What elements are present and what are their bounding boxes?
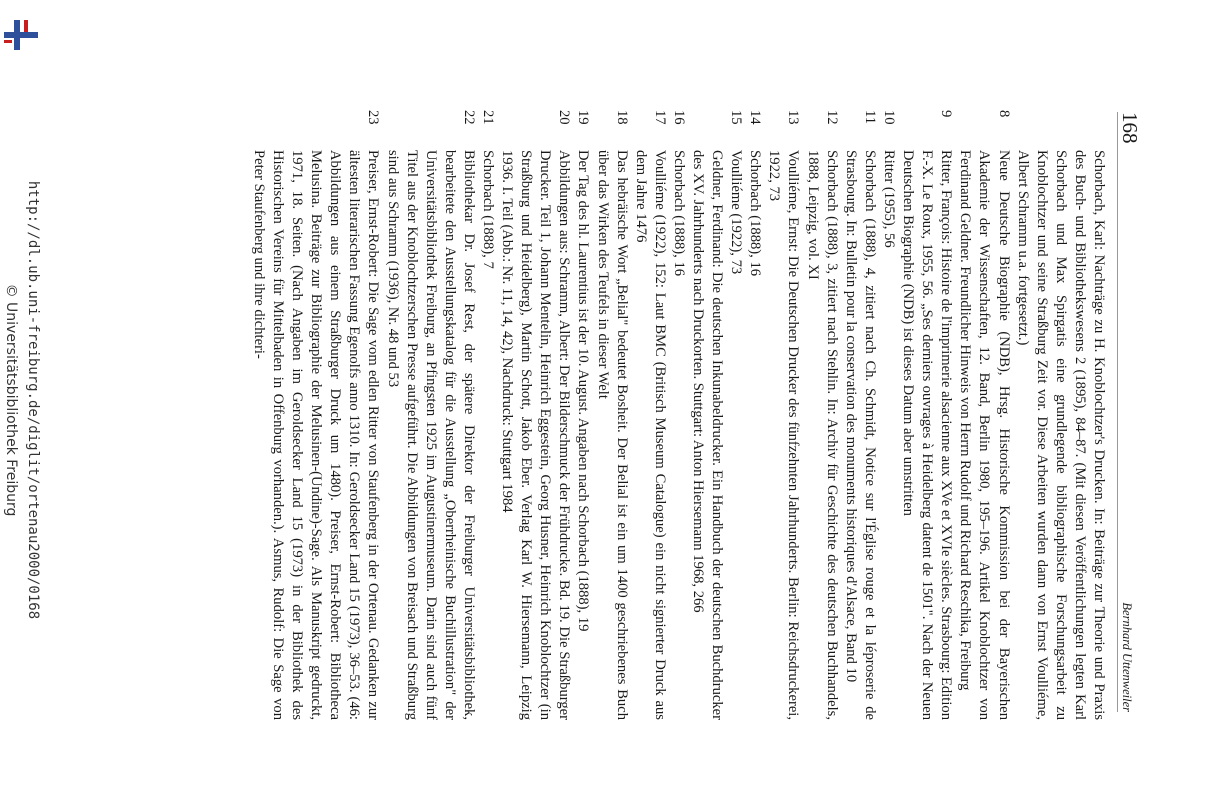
copyright-text: © Universitätsbibliothek Freiburg [3,283,19,517]
footnote-number: 21 [480,110,496,125]
footnote-text: Neue Deutsche Biographie (NDB), Hrsg. Historische Kommission bei der Bayerischen Akademie der Wissenschaften, 12. Band, Berlin 1980, 195–196. Artikel Knoblochtzer von Ferdinand Geldner. Freundlicher Hinweis von Herrn Rudolf und Richard Reschika, Freiburg [957,150,1012,720]
footnote-number: 11 [861,110,878,125]
page-number: 168 [1118,112,1142,144]
footnote-number: 9 [938,110,955,118]
footnote-item [1013,110,1108,720]
footnote-item [478,110,497,720]
footnote-item [879,110,898,720]
footnote-number: 12 [823,110,840,125]
running-head: Bernhard Uttenweiler [1120,602,1134,712]
footnote-number [1013,110,1108,150]
footnote-number: 20 [556,110,573,125]
footnote-text: Voulliéme, Ernst: Die Deutschen Drucker des fünfzehnten Jahrhunderts. Berlin: Reichsdruckerei, 1922, 73 [766,150,802,720]
viewer-right-margin [1200,0,1212,800]
library-logo-icon [4,20,38,50]
footnote-number: 18 [613,110,630,125]
footnote-number: 17 [651,110,668,125]
footnote-text: Schorbach (1888), 4, zitiert nach Ch. Schmidt, Notice sur l'Église rouge et la léproserie de Strasbourg. In: Bulletin pour la conservation des monuments historiques d'Alsace, Band 10 [842,150,878,720]
footnote-text: Ritter, François: Histoire de l'imprimerie alsacienne aux XVe et XVIe siècles. Strasbourg: Edition F.-X. Le Roux, 1955, 56. „Ses derniers ouvrages à Heidelberg datent de 1501". Nach der Neuen Deutschen Biographie (NDB) ist dieses Datum aber umstritten [900,150,955,720]
footnote-item [803,110,841,720]
page-url-text[interactable]: http://dl.ub.uni-freiburg.de/diglit/ortenau2000/0168 [25,180,41,620]
footnote-text: Bibliothekar Dr. Josef Rest, der spätere Direktor der Freiburger Universitätsbibliothek, bearbeitete den Ausstellungskatalog für die Ausstellung „Oberrheinische Buchillustration" der Universitätsbibliothek Freiburg, an Pfingsten 1925 im Augustinermuseum. Darin sind auch fünf Titel aus der Knoblochtzerschen Presse aufgeführt. Die Abbildungen von Breisach und Straßburg sind aus Schramm (1936), Nr. 48 und 53 [384,150,477,720]
footnote-number: 14 [747,110,764,125]
footnote-text: Schorbach, Karl: Nachträge zu H. Knoblochtzer's Drucken. In: Beiträge zur Theorie und Praxis des Buch- und Bibliothekswesens 2 (1895), 84–87. (Mit diesen Veröffentlichungen legten Karl Schorbach und Max Spirgatis eine grundlegende bibliographische Forschungsarbeit zu Knoblochtzer und seine Straßburg Zeit vor. Diese Arbeiten wurden dann von Ernst Voulliéme, Albert Schramm u.a. fortgesetzt.) [1014,150,1107,720]
footnote-text: Schorbach (1888), 16 [670,150,687,277]
footnote-text: Voulliéme (1922), 73 [728,150,745,275]
footnote-text: Voulliéme (1922), 152: Laut BMC (Britisch Museum Catalogue) ein nicht signierter Druck aus dem Jahre 1476 [632,150,668,720]
footnote-number: 23 [365,110,382,125]
footnote-text: Schorbach (1888), 7 [480,150,496,269]
footnote-item [592,110,630,720]
scanned-page [44,0,1200,800]
footnote-item [688,110,726,720]
viewer-left-margin [0,0,44,800]
footnote-number: 15 [728,110,745,125]
footnote-text: Preiser, Ernst-Robert: Die Sage vom edlen Ritter von Staufenberg in der Ortenau. Gedanken zur ältesten literarischen Fassung Egenolfs anno 1310. In: Geroldsecker Land 15 (1973), 36–53. (46: Abbildungen aus einem Straßburger Druck um 1480). Preiser, Ernst-Robert: Bibliotheca Melusina. Beiträge zur Bibliographie der Melusinen-(Undine)-Sage. Als Manuskript gedruckt, 1971, 18. Seiten. (Nach Angaben im Geroldsecker Land 15 (1973) in der Bibliothek des Historischen Vereins für Mittelbaden in Offenburg vorhanden.). Asmus, Rudolf: Die Sage von Peter Staufenberg und ihre dichteri- [250,150,382,720]
footnote-text: Das hebräische Wort „Belial" bedeutet Bosheit. Der Belial ist ein um 1400 geschriebenes Buch über das Wirken des Teufels in dieser Welt [594,150,630,720]
footnote-item [249,110,383,720]
footnote-number: 8 [995,110,1012,118]
footnote-item [497,110,573,720]
footnote-item [631,110,669,720]
footnote-item [726,110,745,720]
footnote-item [745,110,764,720]
footnote-item [669,110,688,720]
page-content-rotated [44,0,1200,800]
footnote-number: 19 [575,110,592,125]
footnote-number: 13 [785,110,802,125]
header-divider [1117,112,1118,712]
footnote-text: Schorbach (1888), 16 [747,150,764,277]
footnote-number: 16 [670,110,687,125]
footnote-number [688,110,726,150]
footnote-item [382,110,477,720]
footnote-text: Der Tag des hl. Laurentius ist der 10. August. Angaben nach Schorbach (1888), 19 [575,150,592,632]
footnote-item [841,110,879,720]
footnote-number: 22 [460,110,477,125]
footnote-text: Geldner, Ferdinand: Die deutschen Inkunabeldrucker. Ein Handbuch der deutschen Buchdrucker des XV. Jahrhunderts nach Druckorten. Stuttgart: Anton Hiersemann 1968, 266 [690,150,726,720]
footnote-item [898,110,955,720]
footnote-number: 10 [880,110,897,125]
footnote-item [573,110,592,720]
footnotes-list [249,110,1108,720]
footnote-item [955,110,1012,720]
footnote-text: Abbildungen aus: Schramm, Albert: Der Bilderschmuck der Frühdrucke. Bd. 19. Die Straßburger Drucker. Teil 1, Johann Mentelin, Heinrich Eggestein, Georg Husner, Heinrich Knoblochtzer (in Straßburg und Heidelberg), Martin Schott, Jakob Eber. Verlag Karl W. Hiersemann, Leipzig 1936. I. Teil (Abb.: Nr. 11, 14, 42), Nachdruck: Stuttgart 1984 [499,150,573,720]
footnote-text: Schorbach (1888), 3, zitiert nach Stehlin. In: Archiv für Geschichte des deutschen Buchhandels, 1888, Leipzig, vol. XI [804,150,840,720]
footnote-item [764,110,802,720]
page-url[interactable] [3,181,41,619]
footnote-text: Ritter (1955), 56 [880,150,897,248]
